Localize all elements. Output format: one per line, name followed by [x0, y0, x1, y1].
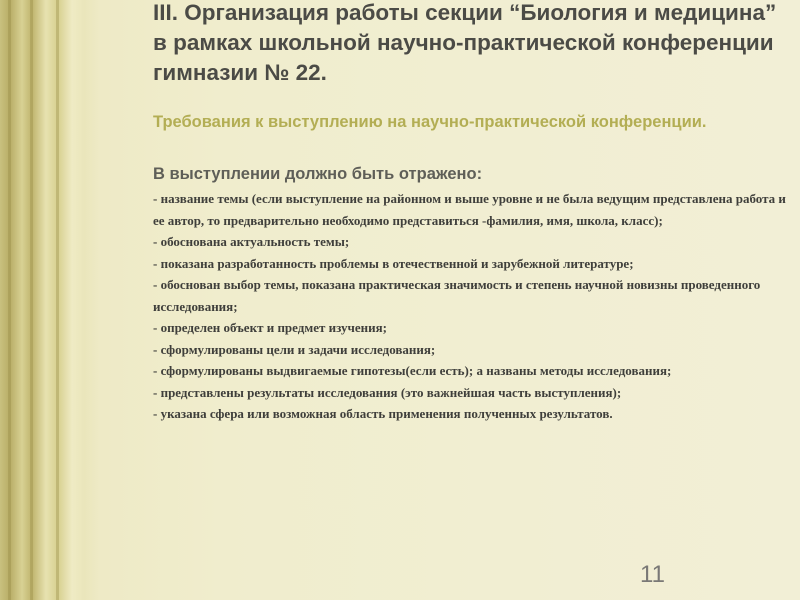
list-item: - показана разработанность проблемы в отечественной и зарубежной литературе;: [153, 255, 634, 271]
requirements-list: [153, 188, 793, 425]
intro-heading: В выступлении должно быть отражено:: [153, 165, 483, 183]
list-item: - сформулированы цели и задачи исследования;: [153, 341, 436, 357]
list-item: - представлены результаты исследования (это важнейшая часть выступления);: [153, 384, 622, 400]
list-item: - определен объект и предмет изучения;: [153, 320, 387, 335]
list-item: - указана сфера или возможная область применения полученных результатов.: [153, 406, 613, 421]
list-item: - обоснована актуальность темы;: [153, 234, 350, 249]
slide-title: III. Организация работы секции “Биология и медицина” в рамках школьной научно-практической конференции гимназии № 22.: [153, 0, 777, 85]
list-item: - обоснован выбор темы, показана практическая значимость и степень научной новизны проведенного исследования;: [153, 277, 761, 314]
page-number: 11: [640, 561, 665, 588]
slide-subtitle: Требования к выступлению на научно-практической конференции.: [153, 113, 707, 131]
list-item: - название темы (если выступление на районном и выше уровне и не была ведущим представлена работа и ее автор, то предварительно необходимо представиться -фамилия, имя, школа, класс);: [153, 191, 786, 228]
list-item: - сформулированы выдвигаемые гипотезы(если есть); а названы методы исследования;: [153, 363, 672, 378]
